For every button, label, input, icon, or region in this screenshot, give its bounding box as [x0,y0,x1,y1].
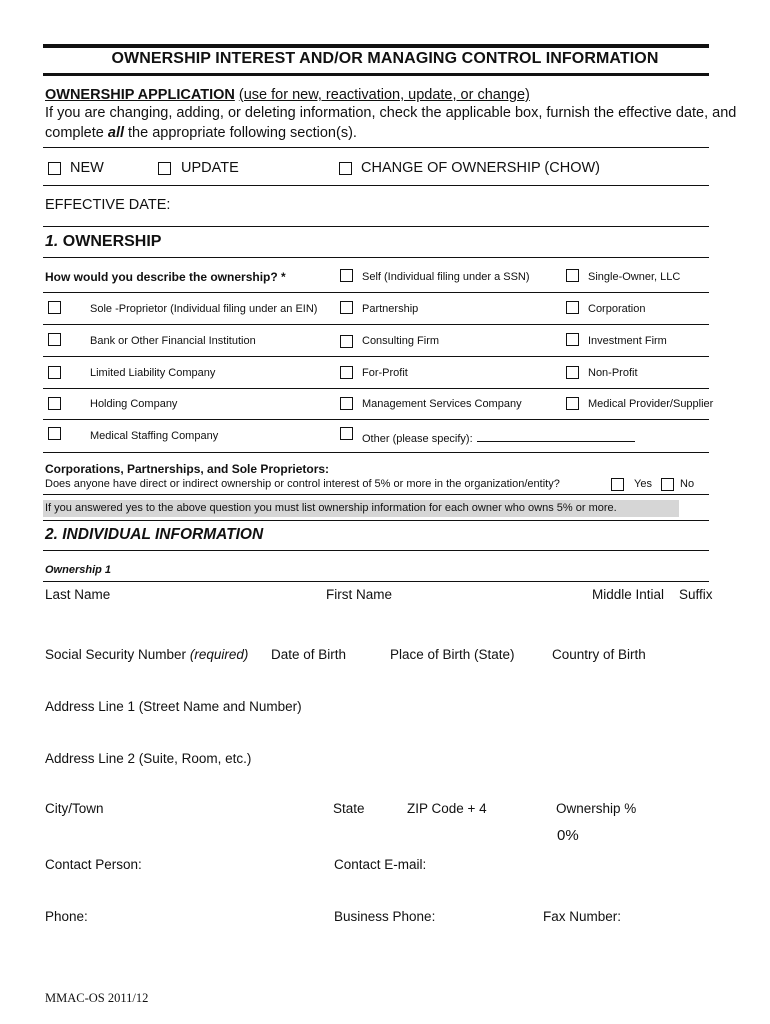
form-code: MMAC-OS 2011/12 [45,991,149,1005]
non-profit-checkbox[interactable] [566,366,579,379]
management-label: Management Services Company [362,398,522,410]
divider [43,581,709,582]
address2-label: Address Line 2 (Suite, Room, etc.) [45,751,252,766]
corp-question: Does anyone have direct or indirect ownership or control interest of 5% or more in the organization/entity? [45,478,560,490]
holding-label: Holding Company [90,398,178,410]
page-title: OWNERSHIP INTEREST AND/OR MANAGING CONTROL INFORMATION [111,50,659,67]
divider [43,147,709,148]
ownership-pct-label: Ownership % [556,801,637,816]
application-instructions-1: If you are changing, adding, or deleting information, check the applicable box, furnish the effective date, and [45,105,737,121]
for-profit-checkbox[interactable] [340,366,353,379]
management-checkbox[interactable] [340,397,353,410]
other-specify-field[interactable] [477,430,635,442]
corporation-label: Corporation [588,303,646,315]
new-label: NEW [70,160,104,176]
update-label: UPDATE [181,160,239,176]
birth-state-label: Place of Birth (State) [390,647,515,662]
zip-label: ZIP Code + 4 [407,801,487,816]
no-label: No [680,478,695,490]
bank-label: Bank or Other Financial Institution [90,335,256,347]
phone-label: Phone: [45,909,88,924]
corp-heading: Corporations, Partnerships, and Sole Proprietors: [45,462,330,476]
staffing-checkbox[interactable] [48,427,61,440]
divider [43,292,709,293]
investment-label: Investment Firm [588,335,667,347]
chow-label: CHANGE OF OWNERSHIP (CHOW) [361,160,600,176]
divider [43,520,709,521]
medical-provider-checkbox[interactable] [566,397,579,410]
ssn-label: Social Security Number (required) [45,647,249,662]
suffix-label: Suffix [679,587,713,602]
other-checkbox[interactable] [340,427,353,440]
chow-checkbox[interactable] [339,162,352,175]
for-profit-label: For-Profit [362,367,408,379]
partnership-label: Partnership [362,303,419,315]
staffing-label: Medical Staffing Company [90,430,219,442]
divider [43,185,709,186]
ownership-pct-value[interactable]: 0% [557,827,579,844]
application-heading-line [45,87,530,103]
partnership-checkbox[interactable] [340,301,353,314]
ownership-1-label: Ownership 1 [45,564,112,576]
llc-label: Limited Liability Company [90,367,216,379]
dob-label: Date of Birth [271,647,347,662]
divider [43,257,709,258]
self-checkbox[interactable] [340,269,353,282]
self-label: Self (Individual filing under a SSN) [362,271,530,283]
consulting-checkbox[interactable] [340,335,353,348]
sole-proprietor-label: Sole -Proprietor (Individual filing under an EIN) [90,303,318,315]
holding-checkbox[interactable] [48,397,61,410]
llc-checkbox[interactable] [48,366,61,379]
first-name-label: First Name [326,587,393,602]
single-owner-llc-checkbox[interactable] [566,269,579,282]
divider [43,226,709,227]
update-checkbox[interactable] [158,162,171,175]
yes-checkbox[interactable] [611,478,624,491]
corporation-checkbox[interactable] [566,301,579,314]
investment-checkbox[interactable] [566,333,579,346]
state-label: State [333,801,365,816]
divider [43,419,709,420]
medical-provider-label: Medical Provider/Supplier [588,398,714,410]
bank-checkbox[interactable] [48,333,61,346]
no-checkbox[interactable] [661,478,674,491]
non-profit-label: Non-Profit [588,367,638,379]
contact-person-label: Contact Person: [45,857,142,872]
effective-date-label: EFFECTIVE DATE: [45,197,171,213]
fax-label: Fax Number: [543,909,622,924]
middle-initial-label: Middle Intial [592,587,665,602]
ownership-question: How would you describe the ownership? * [45,270,286,284]
divider [43,494,709,495]
application-heading-note: (use for new, reactivation, update, or change) [238,87,530,103]
divider [43,550,709,551]
contact-email-label: Contact E-mail: [334,857,427,872]
address1-label: Address Line 1 (Street Name and Number) [45,699,302,714]
new-checkbox[interactable] [48,162,61,175]
ownership-notice: If you answered yes to the above question you must list ownership information for each owner who owns 5% or more. [45,502,617,514]
divider [43,324,709,325]
header-rule-top [43,44,709,48]
business-phone-label: Business Phone: [334,909,436,924]
sole-proprietor-checkbox[interactable] [48,301,61,314]
divider [43,452,709,453]
single-owner-llc-label: Single-Owner, LLC [588,271,681,283]
last-name-label: Last Name [45,587,111,602]
birth-country-label: Country of Birth [552,647,646,662]
application-heading: OWNERSHIP APPLICATION [45,87,235,103]
yes-label: Yes [634,478,652,490]
consulting-label: Consulting Firm [362,335,440,347]
other-label: Other (please specify): [362,430,635,445]
section1-heading: 1. OWNERSHIP [45,233,162,250]
divider [43,388,709,389]
section2-heading: 2. INDIVIDUAL INFORMATION [45,526,264,543]
city-label: City/Town [45,801,104,816]
divider [43,356,709,357]
application-instructions-2: complete all the appropriate following section(s). [45,125,357,141]
header-rule-bottom [43,73,709,76]
